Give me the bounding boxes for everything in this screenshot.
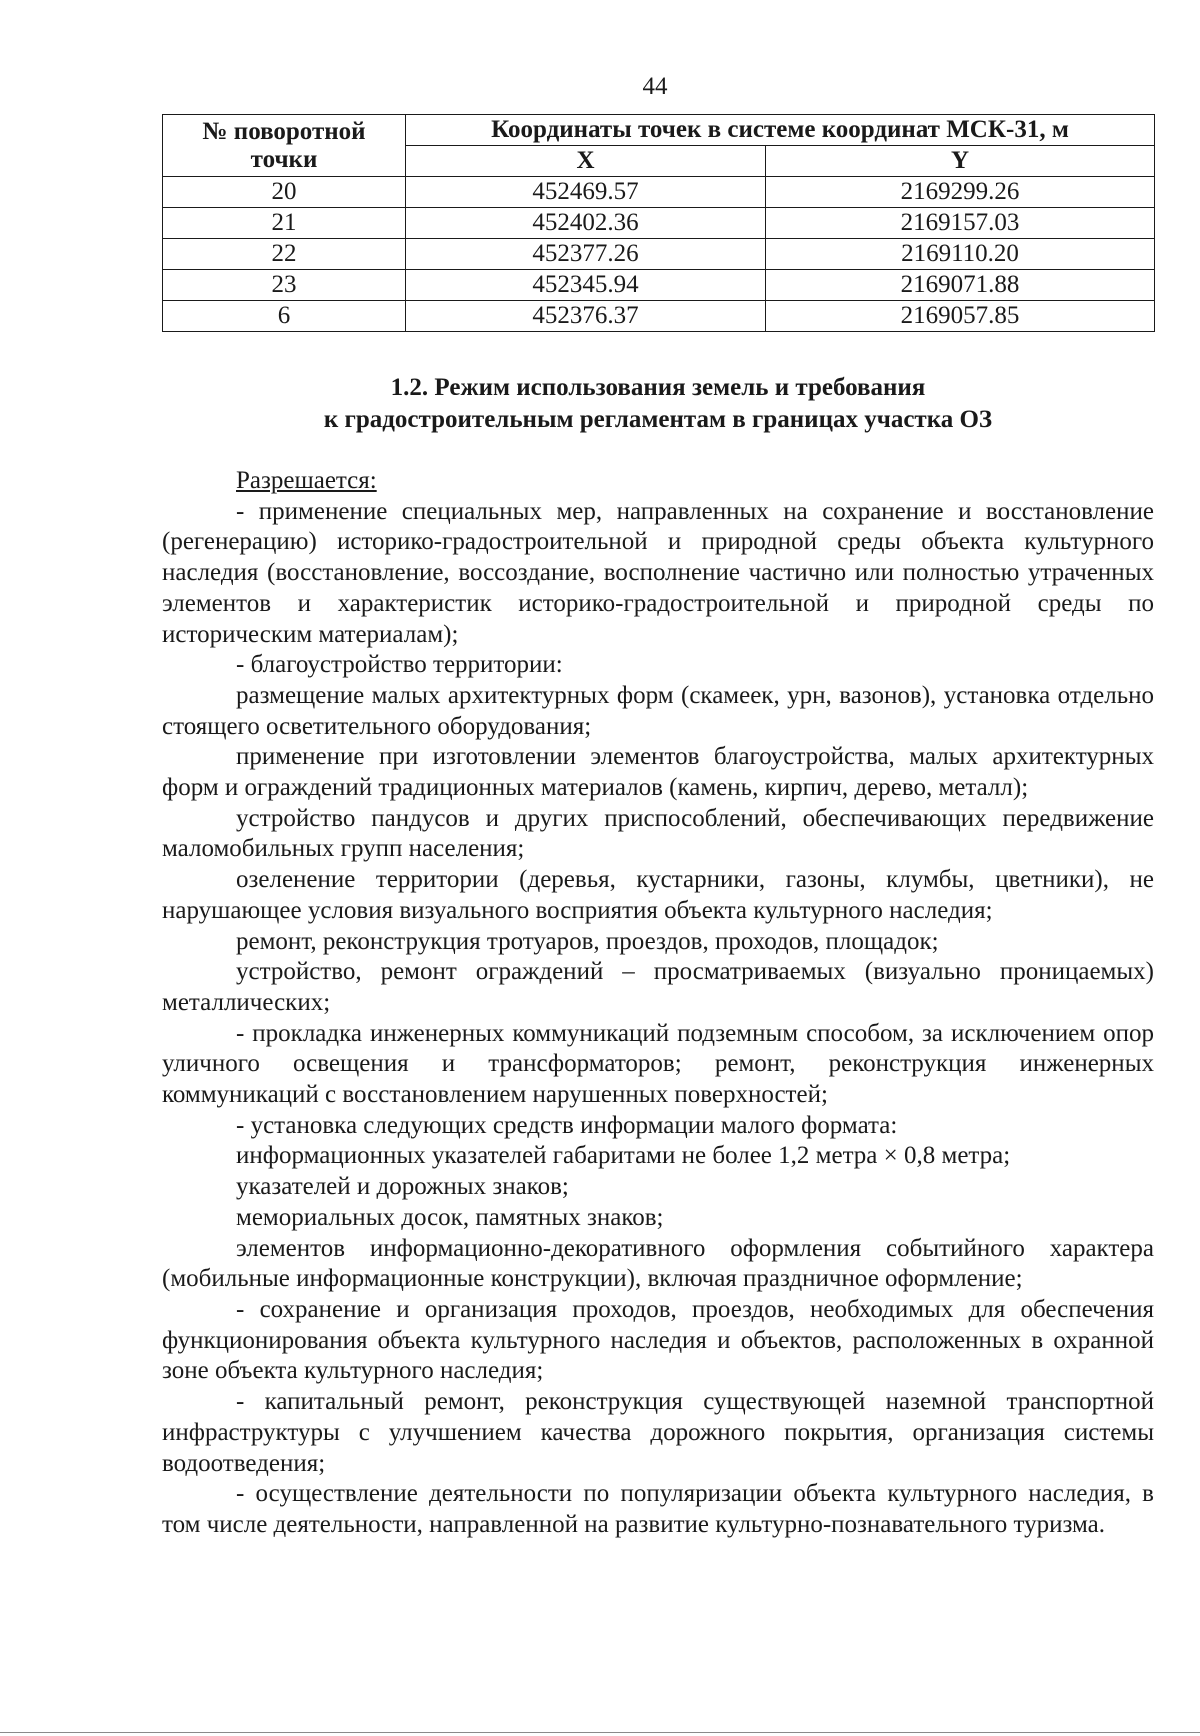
body-text — [162, 466, 1154, 1541]
paragraph: - сохранение и организация проходов, проездов, необходимых для обеспечения функционирования объекта культурного наследия и объектов, расположенных в охранной зоне объекта культурного наследия; — [162, 1295, 1154, 1385]
section-title — [162, 372, 1154, 436]
point-cell: 6 — [163, 301, 406, 332]
paragraph: - благоустройство территории: — [236, 651, 563, 679]
y-cell: 2169299.26 — [766, 177, 1155, 208]
header-coordinates: Координаты точек в системе координат МСК-31, м — [406, 115, 1155, 146]
header-y: Y — [766, 146, 1155, 177]
header-point-line2: точки — [250, 145, 318, 173]
paragraph: озеленение территории (деревья, кустарники, газоны, клумбы, цветники), не нарушающее условия визуального восприятия объекта культурного наследия; — [162, 866, 1154, 924]
header-point-line1: № поворотной — [202, 117, 366, 145]
table-row — [163, 208, 1155, 239]
scan-edge-line — [0, 1732, 1200, 1733]
paragraph: мемориальных досок, памятных знаков; — [236, 1203, 664, 1231]
page-number: 44 — [642, 73, 668, 100]
y-cell: 2169057.85 — [766, 301, 1155, 332]
point-cell: 22 — [163, 239, 406, 270]
paragraph: - применение специальных мер, направленных на сохранение и восстановление (регенерацию) историко-градостроительной и природной среды объекта культурного наследия (восстановление, воссоздание, восполнение частично или полностью утраченных элементов и характеристик историко-градостроительной и природной среды по историческим материалам); — [162, 497, 1154, 648]
coordinates-table — [162, 114, 1155, 332]
y-cell: 2169110.20 — [766, 239, 1155, 270]
y-cell: 2169157.03 — [766, 208, 1155, 239]
header-point-number — [163, 115, 406, 177]
paragraph: ремонт, реконструкция тротуаров, проездов, проходов, площадок; — [236, 927, 939, 955]
section-title-line1: 1.2. Режим использования земель и требования — [390, 374, 926, 401]
x-cell: 452402.36 — [406, 208, 766, 239]
paragraph: устройство, ремонт ограждений – просматриваемых (визуально проницаемых) металлических; — [162, 958, 1154, 1016]
section-title-line2: к градостроительным регламентам в границах участка ОЗ — [323, 406, 993, 433]
table-row — [163, 239, 1155, 270]
paragraph: размещение малых архитектурных форм (скамеек, урн, вазонов), установка отдельно стоящего осветительного оборудования; — [162, 681, 1154, 740]
paragraph: - осуществление деятельности по популяризации объекта культурного наследия, в том числе деятельности, направленной на развитие культурно-познавательного туризма. — [162, 1480, 1154, 1538]
paragraph: указателей и дорожных знаков; — [236, 1173, 569, 1201]
table-header-row — [163, 115, 1155, 146]
table-row — [163, 177, 1155, 208]
x-cell: 452345.94 — [406, 270, 766, 301]
allowed-label: Разрешается: — [236, 467, 377, 494]
table-row — [163, 301, 1155, 332]
paragraph: - установка следующих средств информации малого формата: — [236, 1111, 898, 1139]
paragraph: устройство пандусов и других приспособлений, обеспечивающих передвижение маломобильных групп населения; — [162, 804, 1154, 863]
point-cell: 23 — [163, 270, 406, 301]
table-row — [163, 270, 1155, 301]
paragraph: - капитальный ремонт, реконструкция существующей наземной транспортной инфраструктуры с улучшением качества дорожного покрытия, организация системы водоотведения; — [162, 1388, 1154, 1477]
y-cell: 2169071.88 — [766, 270, 1155, 301]
point-cell: 21 — [163, 208, 406, 239]
x-cell: 452469.57 — [406, 177, 766, 208]
header-x: X — [406, 146, 766, 177]
x-cell: 452376.37 — [406, 301, 766, 332]
x-cell: 452377.26 — [406, 239, 766, 270]
paragraph: информационных указателей габаритами не более 1,2 метра × 0,8 метра; — [236, 1142, 1011, 1170]
point-cell: 20 — [163, 177, 406, 208]
paragraph: - прокладка инженерных коммуникаций подземным способом, за исключением опор уличного освещения и трансформаторов; ремонт, реконструкция инженерных коммуникаций с восстановлением нарушенных поверхностей; — [162, 1019, 1154, 1109]
paragraph: применение при изготовлении элементов благоустройства, малых архитектурных форм и ограждений традиционных материалов (камень, кирпич, дерево, металл); — [162, 743, 1154, 802]
paragraph: элементов информационно-декоративного оформления событийного характера (мобильные информационные конструкции), включая праздничное оформление; — [162, 1234, 1154, 1293]
